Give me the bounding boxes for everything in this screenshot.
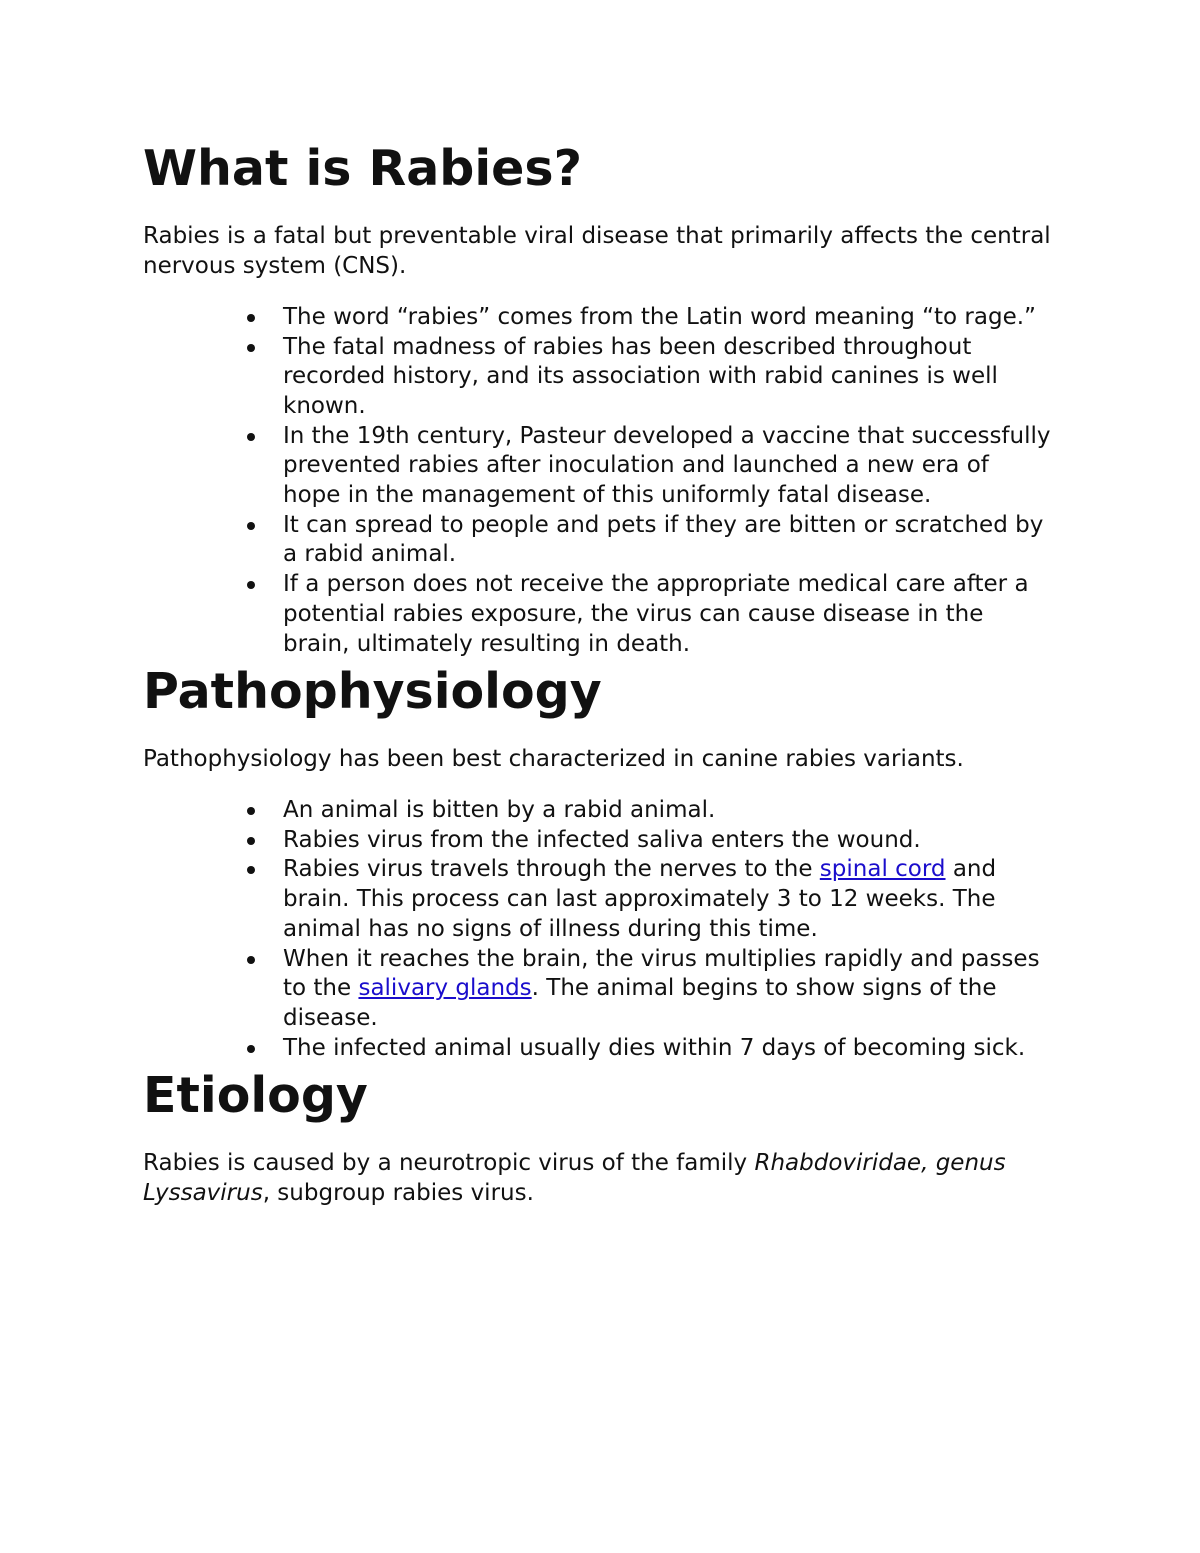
list-item xyxy=(283,945,1053,1034)
heading-pathophysiology: Pathophysiology xyxy=(143,663,602,721)
list-item: An animal is bitten by a rabid animal. xyxy=(283,796,1053,826)
virus-family-name: Rhabdoviridae, genus Lyssavirus xyxy=(143,1150,1006,1207)
list-item-text: Rabies virus travels through the nerves to the xyxy=(283,856,820,883)
list-item-text: When it reaches the brain, the virus multiplies rapidly and passes to the xyxy=(283,945,1040,1002)
list-item: It can spread to people and pets if they are bitten or scratched by a rabid animal. xyxy=(283,511,1053,570)
etiology-paragraph xyxy=(143,1148,1073,1208)
list-item: Rabies virus from the infected saliva enters the wound. xyxy=(283,826,1053,856)
pathophysiology-bullet-list xyxy=(143,796,1053,1063)
list-item-text: and brain. This process can last approximately 3 to 12 weeks. The animal has no signs of illness during this time. xyxy=(283,856,997,942)
list-item-text: . The animal begins to show signs of the disease. xyxy=(283,975,997,1031)
list-item: The word “rabies” comes from the Latin word meaning “to rage.” xyxy=(283,303,1053,333)
list-item xyxy=(283,855,1053,944)
etiology-text: , subgroup rabies virus. xyxy=(262,1180,534,1207)
heading-etiology: Etiology xyxy=(143,1067,368,1125)
list-item: The fatal madness of rabies has been described throughout recorded history, and its association with rabid canines is well known. xyxy=(283,333,1053,422)
list-item: If a person does not receive the appropriate medical care after a potential rabies exposure, the virus can cause disease in the brain, ultimately resulting in death. xyxy=(283,570,1053,659)
etiology-text: Rabies is caused by a neurotropic virus of the family xyxy=(143,1150,755,1177)
list-item: In the 19th century, Pasteur developed a vaccine that successfully prevented rabies after inoculation and launched a new era of hope in the management of this uniformly fatal disease. xyxy=(283,422,1053,511)
pathophysiology-intro-paragraph: Pathophysiology has been best characterized in canine rabies variants. xyxy=(143,746,964,773)
document-page xyxy=(143,140,1073,1208)
salivary-glands-link[interactable]: salivary glands xyxy=(358,975,532,1002)
rabies-intro-paragraph: Rabies is a fatal but preventable viral disease that primarily affects the central nervous system (CNS). xyxy=(143,222,1051,279)
rabies-bullet-list xyxy=(143,303,1053,659)
heading-what-is-rabies: What is Rabies? xyxy=(143,140,582,197)
list-item: The infected animal usually dies within 7 days of becoming sick. xyxy=(283,1034,1053,1064)
spinal-cord-link[interactable]: spinal cord xyxy=(819,856,946,883)
